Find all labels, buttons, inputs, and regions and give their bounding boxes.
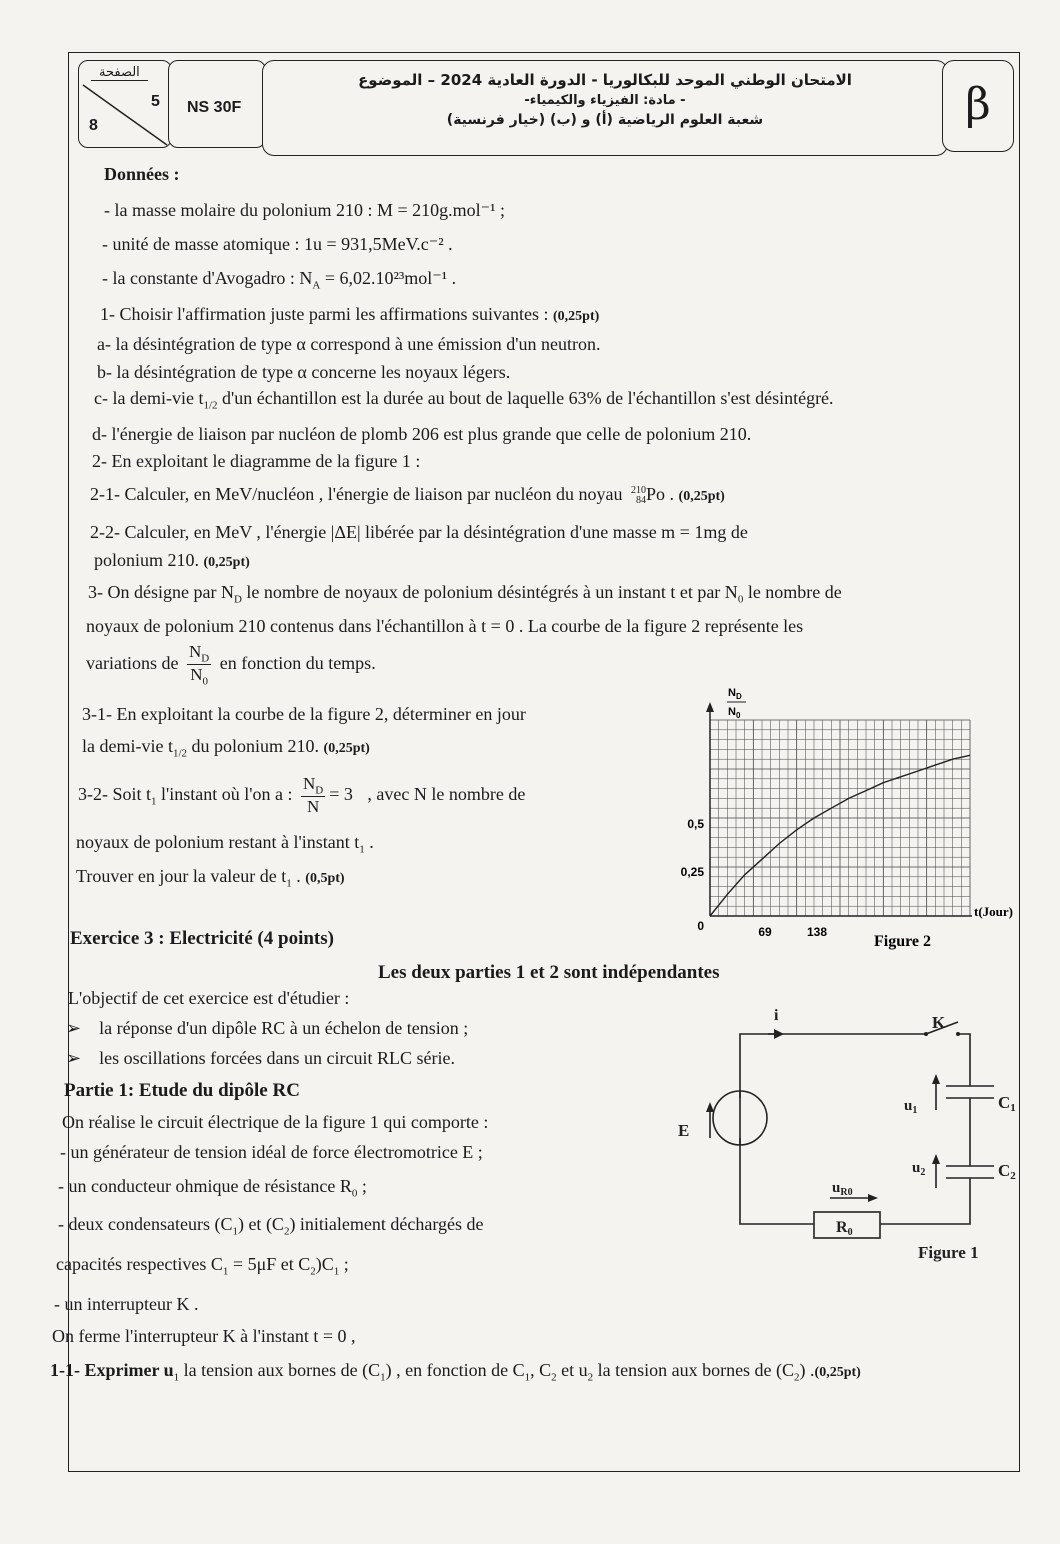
objective-item-1: ➢ la réponse d'un dipôle RC à un échelon de tension ; bbox=[66, 1018, 469, 1038]
bullet-icon: ➢ bbox=[66, 1048, 82, 1068]
chart-grid bbox=[710, 720, 970, 916]
page-total: 8 bbox=[89, 117, 98, 134]
c1-label: C1 bbox=[998, 1093, 1016, 1114]
origin-label: 0 bbox=[697, 919, 704, 933]
component-resistor: - un conducteur ohmique de résistance $R_0$ ; bbox=[58, 1176, 367, 1200]
x-axis-label: t(Jour) bbox=[974, 904, 1013, 919]
bottom-left-wire bbox=[740, 1138, 814, 1224]
ur0-label: $u_{R0}$ bbox=[832, 1180, 853, 1198]
y-axis-arrow bbox=[706, 702, 714, 712]
question-2-2-cont: polonium 210. (0,25pt) bbox=[94, 550, 250, 570]
option-a: a- la désintégration de type α correspond à une émission d'un neutron. bbox=[97, 334, 601, 354]
question-3-2-line3: Trouver en jour la valeur de $t_1$ . (0,5pt) bbox=[76, 866, 345, 890]
u2-label: $u_2$ bbox=[912, 1160, 926, 1178]
question-3-line3: variations de $\frac{N_D}{N_0}$ en fonction du temps. bbox=[86, 642, 376, 688]
objective-item-2: ➢ les oscillations forcées dans un circuit RLC série. bbox=[66, 1048, 455, 1068]
exam-code-box bbox=[168, 60, 266, 148]
y-label-num: $N_D$ bbox=[728, 687, 742, 701]
exam-code: NS 30F bbox=[187, 99, 242, 116]
switch-label: K bbox=[932, 1013, 946, 1032]
figure-2-caption: Figure 2 bbox=[874, 933, 932, 950]
figure-1-caption: Figure 1 bbox=[918, 1243, 979, 1262]
question-3-1-line1: 3-1- En exploitant la courbe de la figure 2, déterminer en jour bbox=[82, 704, 526, 724]
y-tick-025: 0,25 bbox=[680, 865, 704, 879]
closing-switch-text: On ferme l'interrupteur K à l'instant t = 0 , bbox=[52, 1326, 356, 1346]
data-title: Données : bbox=[104, 164, 180, 184]
page-number: 5 bbox=[151, 93, 160, 110]
y-label-den: $N_0$ bbox=[728, 706, 741, 720]
figure-2-chart bbox=[670, 682, 1030, 952]
part-1-intro: On réalise le circuit électrique de la figure 1 qui comporte : bbox=[62, 1112, 489, 1132]
option-b: b- la désintégration de type α concerne les noyaux légers. bbox=[97, 362, 511, 382]
exam-title-box bbox=[262, 60, 948, 156]
r0-label: R0 bbox=[836, 1219, 853, 1238]
page-label: الصفحة bbox=[91, 65, 148, 81]
figure-1-circuit bbox=[668, 1002, 1038, 1272]
component-capacitors: - deux condensateurs $(C_1)$ et $(C_2)$ initialement déchargés de bbox=[58, 1214, 484, 1238]
exam-title-line2: - مادة: الفيزياء والكيمياء- bbox=[524, 93, 686, 108]
version-symbol: β bbox=[965, 79, 991, 130]
data-atomic-unit: - unité de masse atomique : 1u = 931,5MeV.c⁻² . bbox=[102, 234, 453, 254]
question-2-1: 2-1- Calculer, en MeV/nucléon , l'énergie de liaison par nucléon du noyau 210 84 Po . (0,25pt) bbox=[90, 484, 725, 506]
option-c: c- la demi-vie $t_{1/2}$ d'un échantillon est la durée au bout de laquelle 63% de l'échantillon s'est désintégré. bbox=[94, 388, 834, 412]
y-tick-05: 0,5 bbox=[687, 817, 704, 831]
question-3-1-line2: la demi-vie $t_{1/2}$ du polonium 210. (0,25pt) bbox=[82, 736, 370, 760]
top-right-wire bbox=[958, 1034, 970, 1086]
page-number-box bbox=[78, 60, 172, 148]
exam-title-line3: شعبة العلوم الرياضية (أ) و (ب) (خيار فرنسية) bbox=[446, 112, 764, 128]
option-d: d- l'énergie de liaison par nucléon de plomb 206 est plus grande que celle de polonium 210. bbox=[92, 424, 752, 444]
version-box bbox=[942, 60, 1014, 152]
bullet-icon: ➢ bbox=[66, 1018, 82, 1038]
u1-label: $u_1$ bbox=[904, 1098, 918, 1116]
x-tick-138: 138 bbox=[806, 925, 828, 939]
current-label: i bbox=[774, 1007, 779, 1024]
independent-parts-note: Les deux parties 1 et 2 sont indépendantes bbox=[378, 962, 720, 983]
data-molar-mass: - la masse molaire du polonium 210 : M = 210g.mol⁻¹ ; bbox=[104, 200, 506, 220]
top-left-wire bbox=[740, 1034, 926, 1098]
component-switch: - un interrupteur K . bbox=[54, 1294, 199, 1314]
data-avogadro: - la constante d'Avogadro : $N_A = 6,02.10^{23}mol^{-1}$ . bbox=[102, 268, 457, 292]
question-2-2: 2-2- Calculer, en MeV , l'énergie |ΔE| libérée par la désintégration d'une masse m = 1mg de bbox=[90, 522, 748, 542]
question-1: 1- Choisir l'affirmation juste parmi les affirmations suivantes : (0,25pt) bbox=[100, 304, 600, 324]
question-3-2-line2: noyaux de polonium restant à l'instant $t_1$ . bbox=[76, 832, 374, 856]
bottom-right-wire bbox=[880, 1178, 970, 1224]
exercise-3-title: Exercice 3 : Electricité (4 points) bbox=[70, 928, 334, 949]
question-3-line2: noyaux de polonium 210 contenus dans l'échantillon à t = 0 . La courbe de la figure 2 représente les bbox=[86, 616, 804, 636]
question-3-line1: 3- On désigne par $N_D$ le nombre de noyaux de polonium désintégrés à un instant t et par $N_0$ le nombre de bbox=[88, 582, 842, 606]
c2-label: C2 bbox=[998, 1161, 1016, 1182]
objective-intro: L'objectif de cet exercice est d'étudier : bbox=[68, 988, 350, 1008]
component-generator: - un générateur de tension idéal de force électromotrice E ; bbox=[60, 1142, 483, 1162]
part-1-title: Partie 1: Etude du dipôle RC bbox=[64, 1080, 300, 1101]
capacitor-values: capacités respectives $C_1 = 5\mu F$ et $C_2)C_1$ ; bbox=[56, 1254, 349, 1278]
question-2: 2- En exploitant le diagramme de la figure 1 : bbox=[92, 451, 421, 471]
x-tick-69: 69 bbox=[758, 925, 772, 939]
emf-label: E bbox=[678, 1121, 690, 1140]
question-3-2-line1: 3-2- Soit $t_1$ l'instant où l'on a : $\frac{N_D}{N}$ = 3 , avec N le nombre de bbox=[78, 774, 526, 817]
exam-title-line1: الامتحان الوطني الموحد للبكالوريا - الدورة العادية 2024 – الموضوع bbox=[358, 71, 852, 89]
question-1-1: 1-1- Exprimer $u_1$ la tension aux bornes de $(C_1)$ , en fonction de $C_1$, $C_2$ et $u_2$ la tension aux bornes de $(C_2)$ .(0,25pt) bbox=[50, 1360, 861, 1384]
